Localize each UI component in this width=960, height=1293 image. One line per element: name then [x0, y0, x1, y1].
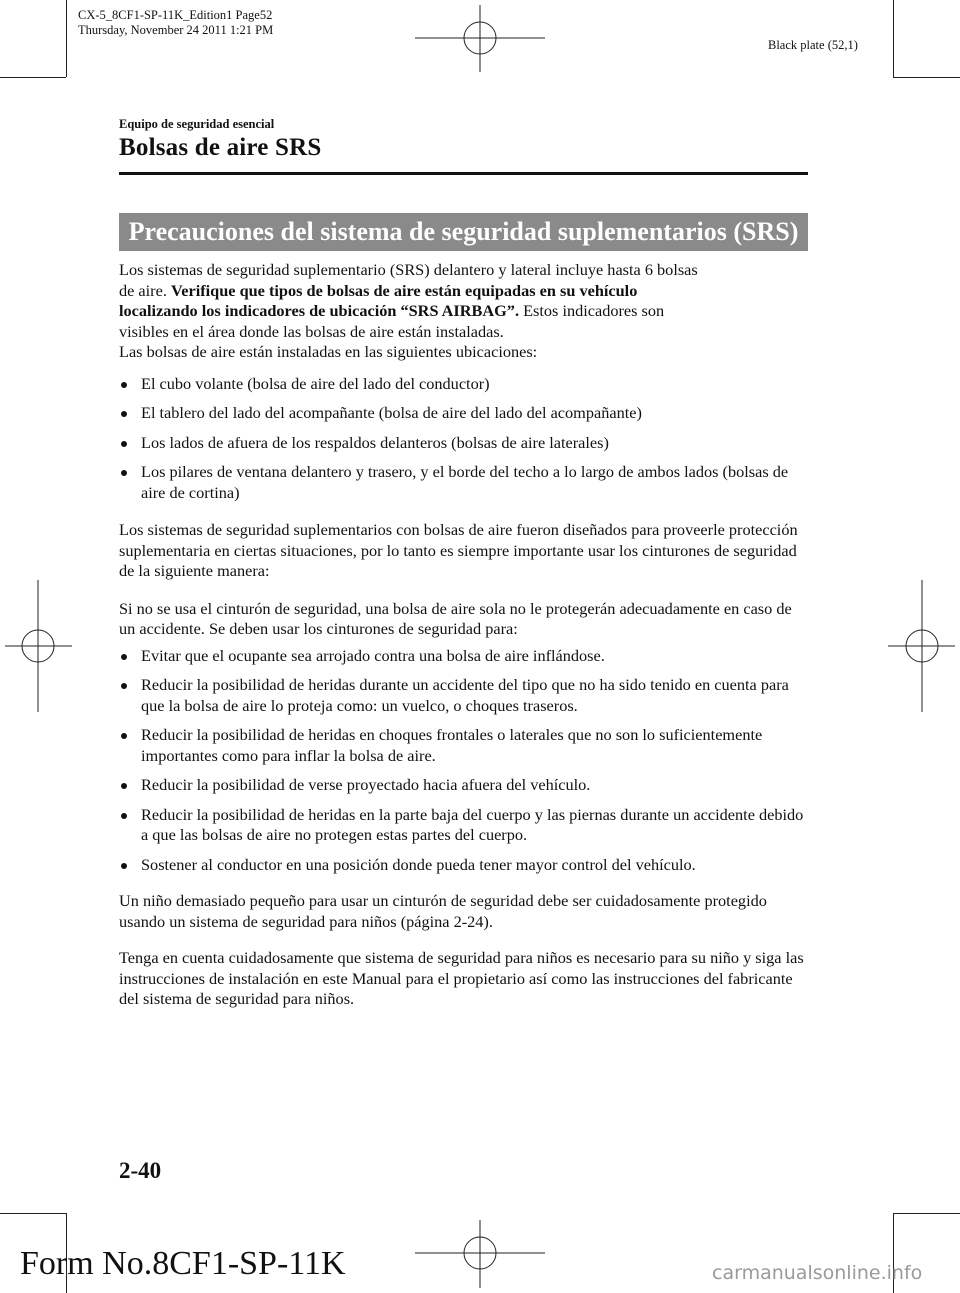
print-job-line2: Thursday, November 24 2011 1:21 PM [78, 23, 274, 37]
bullet-icon [121, 441, 127, 447]
bullet-icon [121, 382, 127, 388]
intro-line1: Los sistemas de seguridad suplementario (SRS) delantero y lateral incluye hasta 6 bolsas [119, 260, 698, 279]
page-title: Bolsas de aire SRS [119, 134, 322, 161]
list-item: Los lados de afuera de los respaldos delanteros (bolsas de aire laterales) [119, 433, 811, 454]
page-number: 2-40 [119, 1158, 162, 1183]
intro-line2-normal: de aire. [119, 280, 171, 300]
intro-line3-normal: Estos indicadores son [519, 301, 665, 320]
list-item: Los pilares de ventana delantero y trasero, y el borde del techo a lo largo de ambos lados (bolsas de aire de cortina) [119, 462, 811, 503]
bullet-icon [121, 470, 127, 476]
bullet-icon [121, 863, 127, 869]
list-item: El tablero del lado del acompañante (bolsa de aire del lado del acompañante) [119, 403, 811, 424]
section-label: Equipo de seguridad esencial [119, 117, 275, 131]
paragraph-child-restraint: Un niño demasiado pequeño para usar un cinturón de seguridad debe ser cuidadosamente protegido usando un sistema de seguridad para niños (página 2-24). [119, 891, 767, 931]
list-item: Reducir la posibilidad de heridas durante un accidente del tipo que no ha sido tenido en cuenta para que la bolsa de aire lo proteja como: un vuelco, o choques traseros. [119, 675, 811, 716]
bullet-icon [121, 783, 127, 789]
paragraph-without-belt: Si no se usa el cinturón de seguridad, una bolsa de aire sola no le protegerán adecuadamente en caso de un accidente. Se deben usar los cinturones de seguridad para: [119, 598, 792, 638]
bullet-icon [121, 683, 127, 689]
paragraph-purpose: Los sistemas de seguridad suplementarios con bolsas de aire fueron diseñados para proveerle protección suplementaria en ciertas situaciones, por lo tanto es siempre importante usar los cinturones de seguridad de la siguiente manera: [119, 520, 798, 580]
bullet-icon [121, 411, 127, 417]
black-plate-label: Black plate (52,1) [768, 38, 858, 52]
watermark: carmanualsonline.info [712, 1262, 923, 1284]
reasons-list [119, 646, 811, 876]
intro-line5: Las bolsas de aire están instaladas en las siguientes ubicaciones: [119, 342, 538, 361]
title-rule [119, 172, 808, 175]
intro-paragraph [119, 260, 811, 363]
bullet-icon [121, 654, 127, 660]
list-item: El cubo volante (bolsa de aire del lado del conductor) [119, 374, 811, 395]
banner-title: Precauciones del sistema de seguridad suplementarios (SRS) [128, 217, 799, 246]
intro-line2-bold: Verifique que tipos de bolsas de aire están equipadas en su vehículo [170, 280, 638, 300]
section-banner [119, 213, 808, 251]
intro-line3-bold: localizando los indicadores de ubicación “SRS AIRBAG”. [119, 301, 520, 320]
bullet-icon [121, 813, 127, 819]
list-item: Evitar que el ocupante sea arrojado contra una bolsa de aire inflándose. [119, 646, 811, 667]
print-job-line1: CX-5_8CF1-SP-11K_Edition1 Page52 [78, 8, 273, 22]
paragraph-child-system-choice: Tenga en cuenta cuidadosamente que sistema de seguridad para niños es necesario para su niño y siga las instrucciones de instalación en este Manual para el propietario así como las instrucciones del fabricante del sistema de seguridad para niños. [119, 948, 804, 1008]
form-number: Form No.8CF1-SP-11K [20, 1245, 346, 1282]
locations-list [119, 374, 811, 504]
list-item: Reducir la posibilidad de heridas en choques frontales o laterales que no son lo suficientemente importantes como para inflar la bolsa de aire. [119, 725, 811, 766]
main-content [119, 260, 811, 1010]
list-item: Reducir la posibilidad de heridas en la parte baja del cuerpo y las piernas durante un accidente debido a que las bolsas de aire no protegen estas partes del cuerpo. [119, 805, 811, 846]
bullet-icon [121, 733, 127, 739]
list-item: Reducir la posibilidad de verse proyectado hacia afuera del vehículo. [119, 775, 811, 796]
intro-line4: visibles en el área donde las bolsas de aire están instaladas. [119, 321, 504, 341]
list-item: Sostener al conductor en una posición donde pueda tener mayor control del vehículo. [119, 855, 811, 876]
